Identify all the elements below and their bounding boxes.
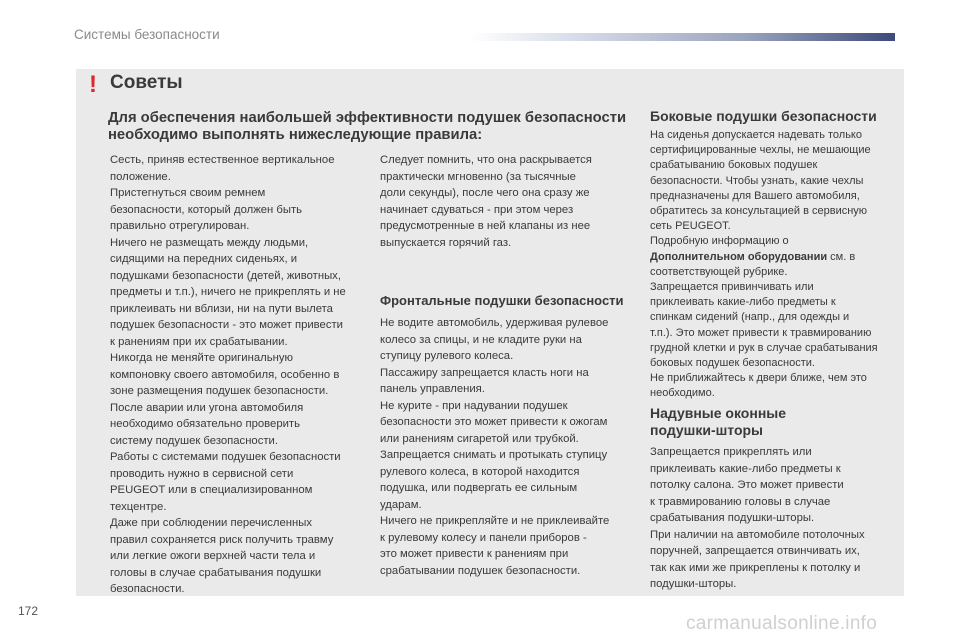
text-line: зоне размещения подушек безопасности. — [110, 385, 329, 397]
side-airbags-text — [650, 128, 900, 402]
ref-suffix: см. в — [827, 250, 856, 263]
text-line: предусмотренные в ней клапаны из нее — [380, 220, 591, 232]
text-line: к рулевому колесу и панели приборов - — [380, 531, 587, 544]
text-line: колесо за спицы, и не кладите руки на — [380, 333, 582, 346]
text-line: систему подушек безопасности. — [110, 434, 278, 447]
text-line: это может привести к ранениям при — [380, 548, 569, 560]
text-line: положение. — [110, 170, 171, 183]
text-line: Следует помнить, что она раскрывается — [380, 154, 592, 166]
text-line: PEUGEOT или в специализированном — [110, 484, 313, 496]
text-line: срабатывании подушек безопасности. — [380, 564, 581, 577]
text-line: ступицу рулевого колеса. — [380, 350, 514, 362]
text-line: к ранениям при их срабатывании. — [110, 335, 288, 348]
text-line: или легкие ожоги верхней части тела и — [110, 550, 316, 562]
heading-line: подушки-шторы — [650, 422, 764, 438]
text-line: Ничего не размещать между людьми, — [110, 236, 309, 249]
text-line: Пассажиру запрещается класть ноги на — [380, 366, 589, 379]
text-line: сертифицированные чехлы, не мешающие — [650, 144, 871, 157]
text-line: необходимо. — [650, 387, 715, 400]
text-line: На сиденья допускается надевать только — [650, 129, 862, 141]
side-airbags-heading: Боковые подушки безопасности — [650, 108, 877, 124]
text-line: приклеивать ни вблизи, ни на пути вылета — [110, 302, 333, 315]
text-line: подушки-шторы. — [650, 578, 737, 590]
text-line: Не курите - при надувании подушек — [380, 399, 568, 412]
text-line: т.п.). Это может привести к травмированию — [650, 326, 872, 339]
text-line: Не водите автомобиль, удерживая рулевое — [380, 317, 609, 329]
text-line — [650, 250, 900, 265]
text-line: грудной клетки и рук в случае срабатывания — [650, 341, 878, 354]
text-line: рулевого колеса, в которой находится — [380, 465, 580, 478]
text-line: предназначены для Вашего автомобиля, — [650, 189, 860, 202]
text-line: безопасности это может привести к ожогам — [380, 416, 608, 428]
curtain-airbags-heading — [650, 405, 890, 439]
text-line: безопасности, который должен быть — [110, 203, 303, 216]
text-line: Сесть, приняв естественное вертикальное — [110, 154, 335, 166]
text-line: После аварии или угона автомобиля — [110, 401, 304, 414]
section-title: Советы — [110, 72, 183, 93]
text-line: Даже при соблюдении перечисленных — [110, 517, 313, 529]
text-line: подушками безопасности (детей, животных, — [110, 269, 341, 282]
text-line: приклеивать какие-либо предметы к — [650, 296, 836, 309]
text-line: Подробную информацию о — [650, 235, 789, 248]
text-line: Пристегнуться своим ремнем — [110, 187, 266, 199]
text-line: сеть PEUGEOT. — [650, 220, 731, 233]
text-line: проводить нужно в сервисной сети — [110, 467, 294, 480]
text-line: правил сохраняется риск получить травму — [110, 533, 334, 546]
text-line: безопасности. — [110, 583, 185, 595]
heading-line: Надувные оконные — [650, 405, 787, 421]
text-line: Запрещается прикреплять или — [650, 446, 812, 458]
page-header-title: Системы безопасности — [74, 27, 220, 42]
text-line: техцентре. — [110, 500, 167, 513]
text-line: или ранениям сигаретой или трубкой. — [380, 432, 579, 445]
text-line: подушка, или подвергать ее сильным — [380, 482, 578, 494]
text-line: сидящими на передних сиденьях, и — [110, 253, 298, 265]
text-line: ударам. — [380, 498, 422, 511]
text-line: практически мгновенно (за тысячные — [380, 170, 576, 183]
text-line: срабатыванию боковых подушек — [650, 159, 818, 172]
text-line: начинает сдуваться - при этом через — [380, 203, 574, 216]
text-line: предметы и т.п.), ничего не прикреплять и не — [110, 286, 346, 298]
header-gradient-bar — [470, 33, 895, 41]
watermark: carmanualsonline.info — [686, 613, 878, 634]
column-inflation-note — [380, 152, 630, 251]
text-line: поручней, запрещается отвинчивать их, — [650, 545, 860, 557]
main-heading: Для обеспечения наибольшей эффективности подушек безопасности необходимо выполнять нижеследующие правила: — [108, 110, 627, 143]
optional-equipment-ref: Дополнительном оборудовании — [650, 250, 828, 263]
page-number: 172 — [18, 604, 39, 618]
front-airbags-text — [380, 315, 630, 579]
text-line: Не приближайтесь к двери ближе, чем это — [650, 372, 867, 385]
text-line: Запрещается привинчивать или — [650, 281, 814, 294]
column-general-rules — [110, 152, 362, 598]
text-line: Работы с системами подушек безопасности — [110, 451, 341, 463]
text-line: срабатывания подушки-шторы. — [650, 512, 815, 524]
text-line: выпускается горячий газ. — [380, 236, 512, 249]
text-line: безопасности. Чтобы узнать, какие чехлы — [650, 174, 864, 187]
text-line: приклеивать какие-либо предметы к — [650, 462, 841, 475]
curtain-airbags-text — [650, 444, 900, 593]
exclamation-icon: ! — [89, 71, 97, 98]
text-line: панель управления. — [380, 383, 485, 395]
text-line: подушек безопасности - это может привести — [110, 319, 343, 331]
text-line: соответствующей рубрике. — [650, 265, 788, 278]
text-line: к травмированию головы в случае — [650, 495, 831, 508]
text-line: доли секунды), после чего она сразу же — [380, 187, 590, 199]
text-line: необходимо обязательно проверить — [110, 418, 300, 430]
text-line: обратитесь за консультацией в сервисную — [650, 205, 868, 218]
text-line: Ничего не прикрепляйте и не приклеивайте — [380, 515, 610, 527]
text-line: компоновку своего автомобиля, особенно в — [110, 368, 340, 381]
text-line: потолку салона. Это может привести — [650, 479, 844, 491]
text-line: так как ими же прикреплены к потолку и — [650, 561, 861, 574]
text-line: Никогда не меняйте оригинальную — [110, 352, 293, 364]
text-line: головы в случае срабатывания подушки — [110, 566, 322, 579]
text-line: Запрещается снимать и протыкать ступицу — [380, 449, 608, 461]
text-line: правильно отрегулирован. — [110, 220, 250, 232]
text-line: боковых подушек безопасности. — [650, 357, 815, 370]
front-airbags-heading: Фронтальные подушки безопасности — [380, 293, 624, 308]
text-line: спинкам сидений (напр., для одежды и — [650, 311, 850, 324]
text-line: При наличии на автомобиле потолочных — [650, 528, 865, 541]
